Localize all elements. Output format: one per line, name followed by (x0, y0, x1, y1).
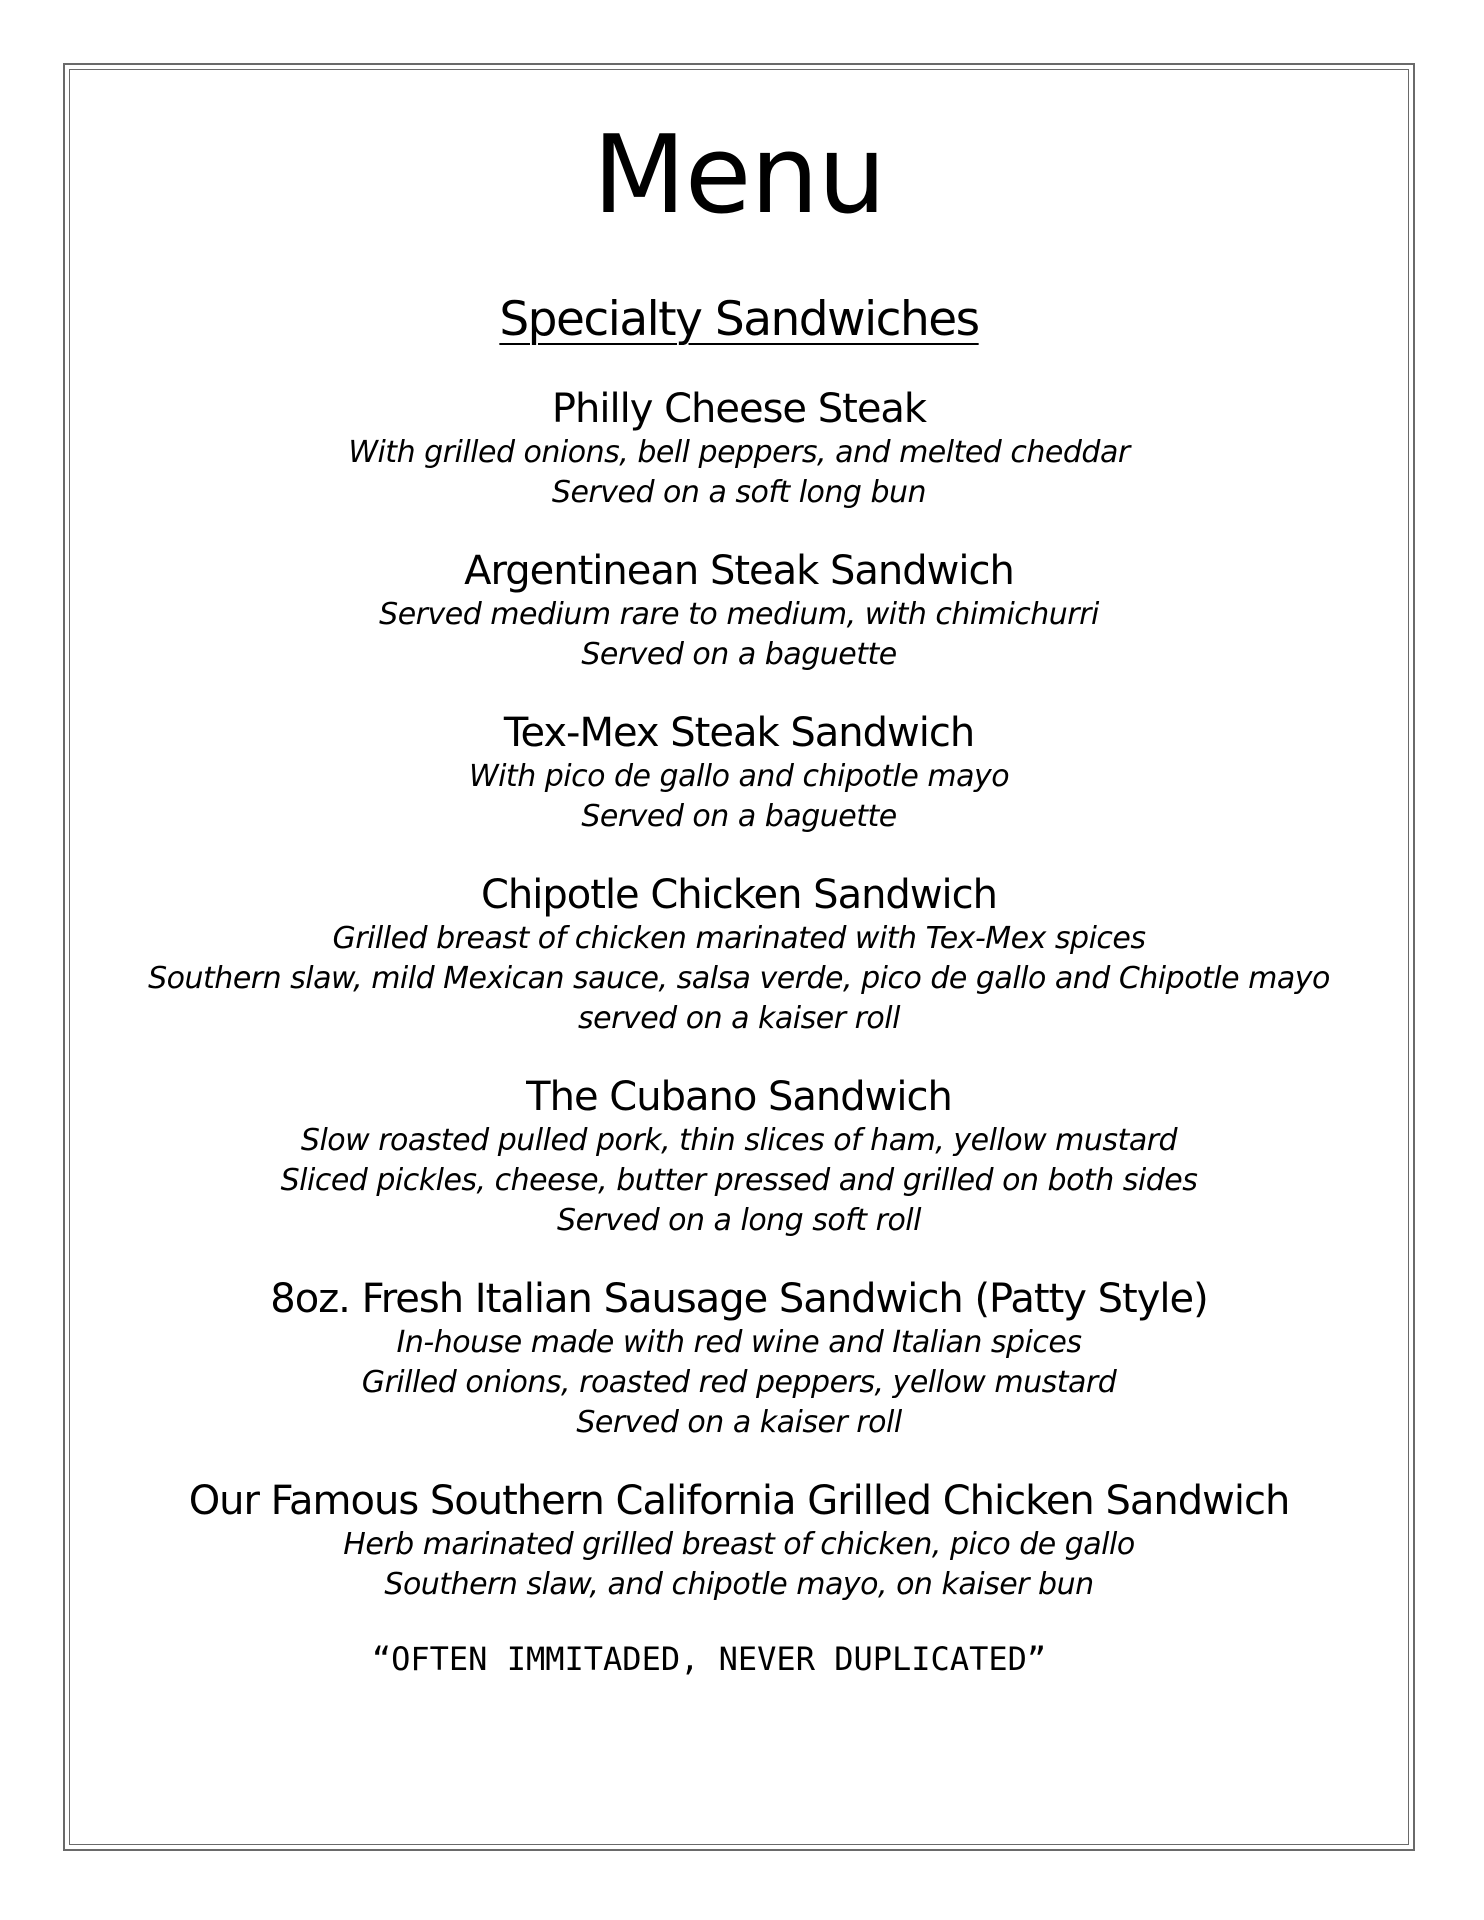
menu-item (70, 1275, 1408, 1443)
item-description: Southern slaw, mild Mexican sauce, salsa verde, pico de gallo and Chipotle mayo (148, 961, 1330, 996)
item-name: Tex-Mex Steak Sandwich (503, 710, 975, 756)
menu-items (70, 385, 1408, 1605)
section-title: Specialty Sandwiches (499, 292, 979, 347)
item-description: Southern slaw, and chipotle mayo, on kaiser bun (384, 1567, 1094, 1602)
item-description: Sliced pickles, cheese, butter pressed and grilled on both sides (280, 1163, 1198, 1198)
item-description: Served on a soft long bun (551, 475, 927, 510)
item-description: Grilled onions, roasted red peppers, yellow mustard (361, 1365, 1117, 1400)
menu-item (70, 871, 1408, 1039)
menu-item (70, 1477, 1408, 1605)
item-name: Our Famous Southern California Grilled Chicken Sandwich (188, 1478, 1290, 1524)
item-description: Grilled breast of chicken marinated with Tex-Mex spices (332, 921, 1146, 956)
item-description: In-house made with red wine and Italian spices (396, 1325, 1082, 1360)
item-description: Served medium rare to medium, with chimichurri (379, 597, 1099, 632)
item-description: served on a kaiser roll (578, 1001, 900, 1036)
item-name: 8oz. Fresh Italian Sausage Sandwich (Patty Style) (270, 1276, 1208, 1322)
item-name: Chipotle Chicken Sandwich (481, 872, 997, 918)
item-description: Herb marinated grilled breast of chicken, pico de gallo (343, 1527, 1135, 1562)
item-description: Served on a baguette (581, 799, 897, 834)
item-name: Philly Cheese Steak (551, 386, 927, 432)
menu-item (70, 547, 1408, 675)
menu-title: Menu (592, 113, 886, 238)
menu-item (70, 709, 1408, 837)
menu-item (70, 385, 1408, 513)
tagline: “OFTEN IMMITADED, NEVER DUPLICATED” (371, 1640, 1047, 1678)
menu-content (70, 70, 1408, 1679)
item-name: The Cubano Sandwich (526, 1074, 952, 1120)
item-name: Argentinean Steak Sandwich (464, 548, 1014, 594)
menu-item (70, 1073, 1408, 1241)
item-description: With grilled onions, bell peppers, and melted cheddar (348, 435, 1130, 470)
item-description: Served on a kaiser roll (576, 1405, 902, 1440)
item-description: Served on a baguette (581, 637, 897, 672)
item-description: Slow roasted pulled pork, thin slices of ham, yellow mustard (300, 1123, 1178, 1158)
item-description: With pico de gallo and chipotle mayo (468, 759, 1010, 794)
item-description: Served on a long soft roll (557, 1203, 921, 1238)
